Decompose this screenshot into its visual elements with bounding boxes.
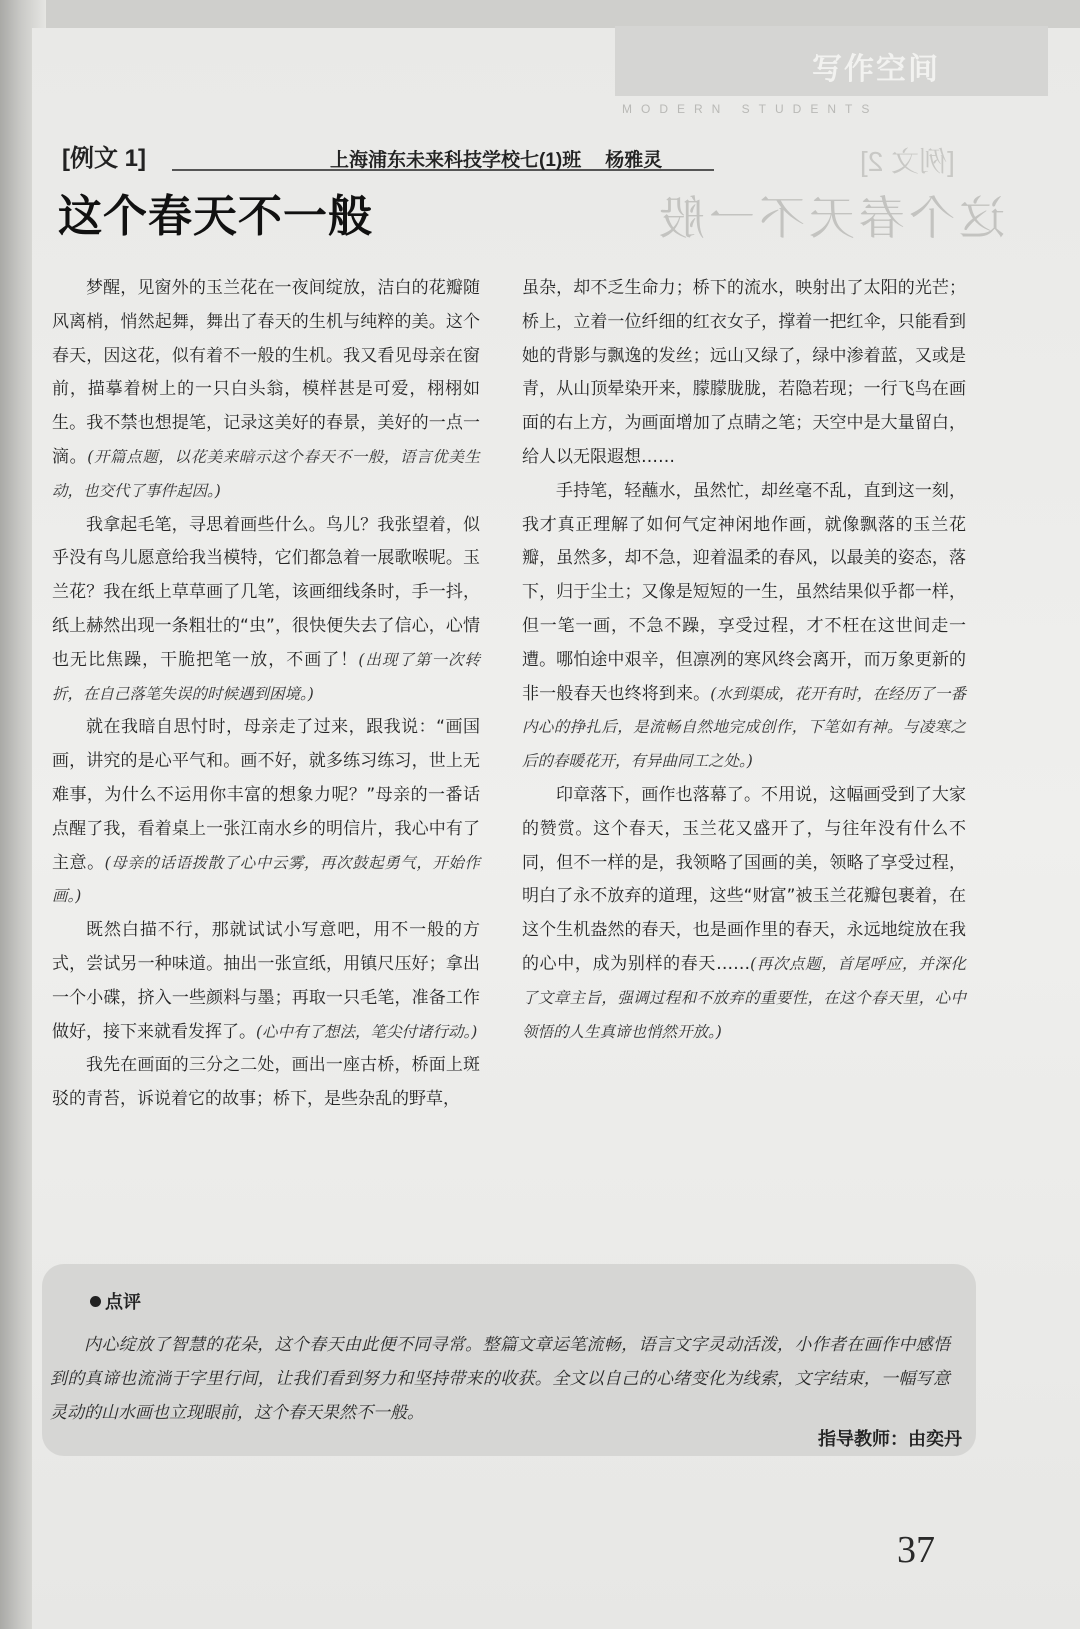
paragraph-text: 我拿起毛笔，寻思着画些什么。鸟儿？我张望着，似乎没有鸟儿愿意给我当模特，它们都急着一展歌喉呢。玉兰花？我在纸上草草画了几笔，该画细线条时，手一抖，纸上赫然出现一条粗壮的“虫”，很快便失去了信心，心情也无比焦躁，干脆把笔一放，不画了！ <box>52 514 480 670</box>
essay-title: 这个春天不一般 <box>58 192 373 241</box>
author-line <box>330 145 662 172</box>
review-heading-text: 点评 <box>105 1292 141 1312</box>
paragraph <box>52 1049 480 1117</box>
annotation: (出现了第一次转折，在自己落笔失误的时候遇到困境。) <box>52 650 480 703</box>
paragraph <box>522 779 966 1049</box>
school-name: 上海浦东未来科技学校七(1)班 <box>330 150 582 171</box>
bullet-icon <box>90 1296 101 1307</box>
annotation: (再次点题，首尾呼应，并深化了文章主旨，强调过程和不放弃的重要性，在这个春天里，心中领悟的人生真谛也悄然开放。) <box>522 954 966 1041</box>
paragraph-text: 我先在画面的三分之二处，画出一座古桥，桥面上斑驳的青苔，诉说着它的故事；桥下，是些杂乱的野草， <box>52 1055 480 1110</box>
paragraph-text: 梦醒，见窗外的玉兰花在一夜间绽放，洁白的花瓣随风离梢，悄然起舞，舞出了春天的生机与纯粹的美。这个春天，因这花，似有着不一般的生机。我又看见母亲在窗前，描摹着树上的一只白头翁，模样甚是可爱，栩栩如生。我不禁也想提笔，记录这美好的春景，美好的一点一滴。 <box>52 278 480 467</box>
bleed-through-title: 这个春天不一般 <box>655 192 1005 244</box>
author-name: 杨雅灵 <box>605 150 663 171</box>
paragraph <box>52 711 480 914</box>
column-label: 写作空间 <box>812 53 940 86</box>
paragraph-text: 手持笔，轻蘸水，虽然忙，却丝毫不乱，直到这一刻，我才真正理解了如何气定神闲地作画，就像飘落的玉兰花瓣，虽然多，却不急，迎着温柔的春风，以最美的姿态，落下，归于尘土；又像是短短的一生，虽然结果似乎都一样，但一笔一画，不急不躁，享受过程，才不枉在这世间走一遭。哪怕途中艰辛，但凛冽的寒风终会离开，而万象更新的非一般春天也终将到来。 <box>522 480 966 704</box>
paragraph <box>522 475 966 779</box>
annotation: (母亲的话语拨散了心中云雾，再次鼓起勇气，开始作画。) <box>52 853 480 906</box>
paragraph-continued <box>522 272 966 475</box>
column-strip-text: MODERN STUDENTS <box>622 102 879 116</box>
annotation: (心中有了想法，笔尖付诸行动。) <box>256 1022 478 1041</box>
paragraph <box>52 914 480 1049</box>
left-column <box>52 272 480 1117</box>
essay-label: [例文 1] <box>62 145 146 172</box>
paragraph <box>52 272 480 509</box>
page-number: 37 <box>897 1529 935 1571</box>
bleed-through-essay-label: [例文 2] <box>860 146 955 177</box>
right-column <box>522 272 966 1049</box>
annotation: (开篇点题，以花美来暗示这个春天不一般，语言优美生动，也交代了事件起因。) <box>52 447 480 500</box>
paragraph-text: 虽杂，却不乏生命力；桥下的流水，映射出了太阳的光芒；桥上，立着一位纤细的红衣女子，撑着一把红伞，只能看到她的背影与飘逸的发丝；远山又绿了，绿中渗着蓝，又或是青，从山顶晕染开来，朦朦胧胧，若隐若现；一行飞鸟在画面的右上方，为画面增加了点睛之笔；天空中是大量留白，给人以无限遐想…… <box>522 278 966 467</box>
annotation: (水到渠成，花开有时，在经历了一番内心的挣扎后，是流畅自然地完成创作，下笔如有神。与凌寒之后的春暖花开，有异曲同工之处。) <box>522 684 966 771</box>
review-heading <box>90 1288 141 1314</box>
paragraph-text: 既然白描不行，那就试试小写意吧，用不一般的方式，尝试另一种味道。抽出一张宣纸，用镇尺压好；拿出一个小碟，挤入一些颜料与墨；再取一只毛笔，准备工作做好，接下来就看发挥了。 <box>52 920 480 1042</box>
teacher-credit: 指导教师：由奕丹 <box>818 1429 962 1449</box>
paragraph-text: 印章落下，画作也落幕了。不用说，这幅画受到了大家的赞赏。这个春天，玉兰花又盛开了，与往年没有什么不同，但不一样的是，我领略了国画的美，领略了享受过程，明白了永不放弃的道理，这些“财富”被玉兰花瓣包裹着，在这个生机盎然的春天，也是画作里的春天，永远地绽放在我的心中，成为别样的春天…… <box>522 784 966 974</box>
review-text: 内心绽放了智慧的花朵，这个春天由此便不同寻常。整篇文章运笔流畅，语言文字灵动活泼，小作者在画作中感悟到的真谛也流淌于字里行间，让我们看到努力和坚持带来的收获。全文以自己的心绪变化为线索，文字结束，一幅写意灵动的山水画也立现眼前，这个春天果然不一般。 <box>50 1335 950 1423</box>
paragraph-text: 就在我暗自思忖时，母亲走了过来，跟我说：“画国画，讲究的是心平气和。画不好，就多练习练习，世上无难事，为什么不运用你丰富的想象力呢？”母亲的一番话点醒了我，看着桌上一张江南水乡的明信片，我心中有了主意。 <box>52 717 480 873</box>
paragraph <box>52 509 480 712</box>
